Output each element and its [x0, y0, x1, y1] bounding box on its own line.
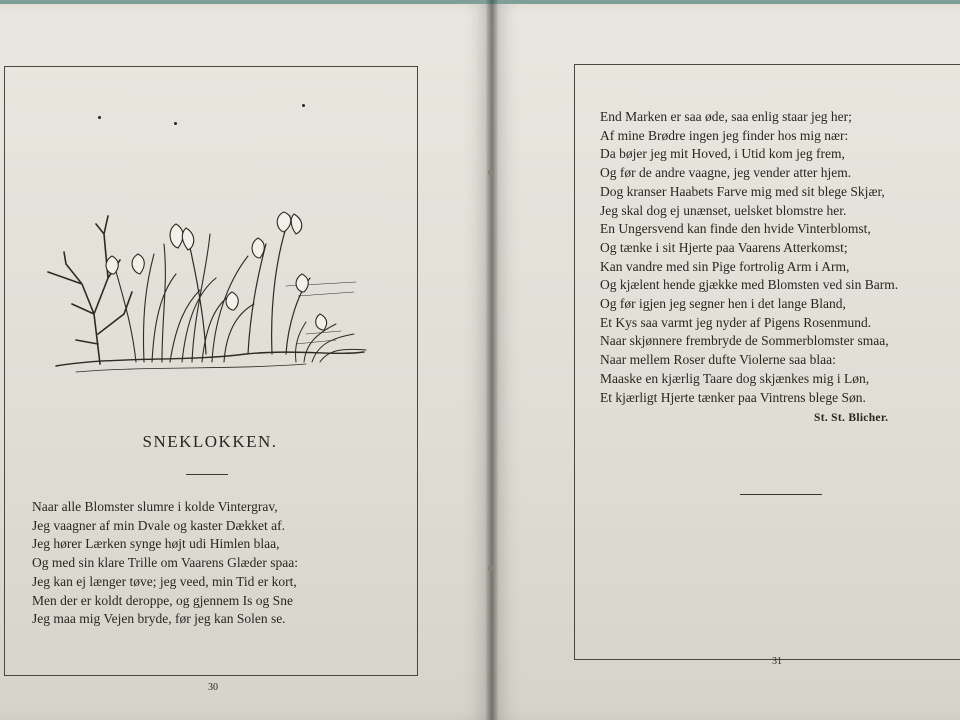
- page-number: 30: [208, 682, 218, 693]
- poem-line: Og før de andre vaagne, jeg vender atter hjem.: [600, 165, 852, 181]
- poem-line: En Ungersvend kan finde den hvide Vinterblomst,: [600, 221, 871, 237]
- ink-speck: [174, 122, 177, 125]
- poem-line: Og tænke i sit Hjerte paa Vaarens Atterkomst;: [600, 239, 848, 255]
- snowdrop-illustration: [36, 194, 376, 384]
- poem-line: Af mine Brødre ingen jeg finder hos mig nær:: [600, 127, 849, 143]
- book-spine-gutter: [486, 0, 498, 720]
- end-divider: [740, 494, 822, 495]
- ink-speck: [302, 104, 305, 107]
- author-signature: St. St. Blicher.: [814, 412, 889, 424]
- poem-title: SNEKLOKKEN.: [142, 432, 278, 451]
- right-page: [492, 4, 960, 720]
- page-number: 31: [772, 656, 782, 667]
- poem-line: Naar mellem Roser dufte Violerne saa blaa:: [600, 352, 836, 368]
- title-divider: [186, 474, 228, 475]
- poem-line: Jeg kan ej længer tøve; jeg veed, min Tid er kort,: [32, 573, 297, 589]
- poem-line: Og før igjen jeg segner hen i det lange Bland,: [600, 296, 846, 312]
- poem-line: Dog kranser Haabets Farve mig med sit blege Skjær,: [600, 183, 885, 199]
- binding-stitch: [488, 170, 494, 175]
- poem-line: Naar skjønnere frembryde de Sommerblomster smaa,: [600, 333, 889, 349]
- left-page: [0, 4, 492, 720]
- poem-line: Jeg hører Lærken synge højt udi Himlen blaa,: [32, 536, 280, 552]
- binding-stitch: [488, 566, 494, 571]
- poem-line: Et kjærligt Hjerte tænker paa Vintrens blege Søn.: [600, 389, 866, 405]
- poem-line: Jeg vaagner af min Dvale og kaster Dækket af.: [32, 517, 286, 533]
- poem-line: Naar alle Blomster slumre i kolde Vintergrav,: [32, 499, 278, 514]
- poem-line: Og kjælent hende gjække med Blomsten ved sin Barm.: [600, 277, 899, 293]
- poem-line: Maaske en kjærlig Taare dog skjænkes mig i Løn,: [600, 370, 870, 386]
- ink-speck: [98, 116, 101, 119]
- poem-line: Da bøjer jeg mit Hoved, i Utid kom jeg frem,: [600, 146, 845, 162]
- poem-line: Og med sin klare Trille om Vaarens Glæder spaa:: [32, 555, 298, 571]
- right-poem-stanza: [600, 108, 898, 407]
- poem-line: Men der er koldt deroppe, og gjennem Is og Sne: [32, 592, 293, 608]
- poem-line: Jeg skal dog ej unænset, uelsket blomstre her.: [600, 202, 847, 218]
- left-poem-stanza: [32, 498, 298, 629]
- poem-line: Kan vandre med sin Pige fortrolig Arm i Arm,: [600, 258, 850, 274]
- poem-line: Et Kys saa varmt jeg nyder af Pigens Rosenmund.: [600, 314, 872, 330]
- poem-line: Jeg maa mig Vejen bryde, før jeg kan Solen se.: [32, 611, 286, 627]
- poem-line: End Marken er saa øde, saa enlig staar jeg her;: [600, 109, 852, 124]
